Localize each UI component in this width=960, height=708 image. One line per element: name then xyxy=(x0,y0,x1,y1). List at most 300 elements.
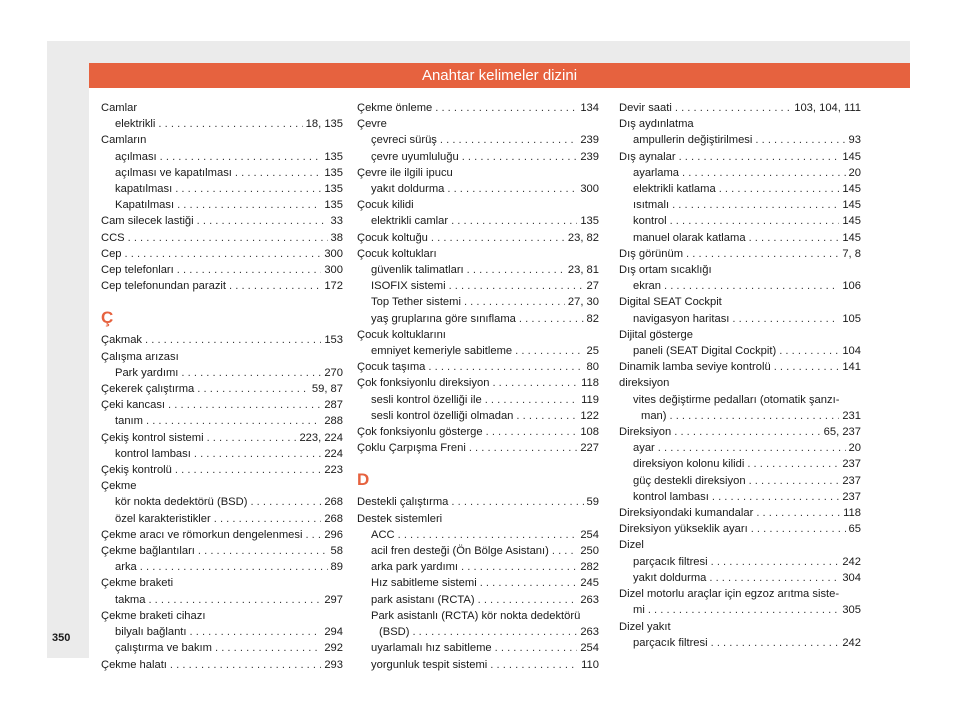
dot-leader xyxy=(146,413,321,429)
dot-leader xyxy=(492,375,578,391)
entry-term: arka park yardımı xyxy=(371,561,459,574)
dot-leader xyxy=(177,262,322,278)
entry-page-ref: 239 xyxy=(580,150,599,163)
index-entry xyxy=(619,489,861,505)
index-entry xyxy=(619,116,861,132)
entry-page-ref: 242 xyxy=(842,555,861,568)
dot-leader xyxy=(732,311,839,327)
entry-term: elektrikli xyxy=(115,118,156,131)
dot-leader xyxy=(175,181,321,197)
dot-leader xyxy=(145,332,321,348)
index-entry xyxy=(619,537,861,553)
entry-term: ayarlama xyxy=(633,166,680,179)
entry-term: Direksiyon xyxy=(619,426,672,439)
dot-leader xyxy=(480,575,578,591)
index-entry xyxy=(619,570,861,586)
entry-term: Çekme önleme xyxy=(357,102,433,114)
index-entry xyxy=(619,246,861,262)
dot-leader xyxy=(215,640,321,656)
entry-term: Top Tether sistemi xyxy=(371,296,461,309)
index-entry xyxy=(619,359,861,375)
dot-leader xyxy=(148,592,321,608)
index-entry xyxy=(101,640,343,656)
index-entry xyxy=(101,381,343,397)
entry-page-ref: 25 xyxy=(586,345,599,358)
dot-leader xyxy=(181,365,321,381)
index-entry xyxy=(619,165,861,181)
index-entry xyxy=(101,132,343,148)
entry-page-ref: 110 xyxy=(581,658,599,671)
entry-page-ref: 59, 87 xyxy=(311,383,343,396)
entry-term: Hız sabitleme sistemi xyxy=(371,577,477,590)
entry-term: çalıştırma ve bakım xyxy=(115,642,212,655)
entry-term: özel karakteristikler xyxy=(115,512,211,525)
dot-leader xyxy=(412,624,577,640)
entry-page-ref: 300 xyxy=(324,247,343,260)
entry-term: Destekli çalıştırma xyxy=(357,496,449,509)
entry-term: tanım xyxy=(115,415,143,428)
entry-term: Cam silecek lastiği xyxy=(101,215,194,228)
index-entry xyxy=(357,559,599,575)
entry-page-ref: 296 xyxy=(324,528,343,541)
entry-term: Park yardımı xyxy=(115,366,179,379)
entry-term: ampullerin değiştirilmesi xyxy=(633,134,753,147)
entry-term: Dizel xyxy=(619,539,644,552)
entry-term: Çocuk koltukları xyxy=(357,247,437,260)
entry-page-ref: 93 xyxy=(848,134,861,147)
entry-term: Çekme halatı xyxy=(101,658,167,671)
entry-page-ref: 134 xyxy=(580,102,599,114)
dot-leader xyxy=(675,100,791,116)
index-entry xyxy=(357,543,599,559)
dot-leader xyxy=(464,294,565,310)
entry-page-ref: 27 xyxy=(586,280,599,293)
entry-page-ref: 65, 237 xyxy=(823,426,861,439)
entry-page-ref: 292 xyxy=(324,642,343,655)
dot-leader xyxy=(670,213,840,229)
entry-page-ref: 33 xyxy=(330,215,343,228)
entry-term: Dış aynalar xyxy=(619,150,676,163)
index-entry xyxy=(357,375,599,391)
index-entry xyxy=(619,473,861,489)
entry-term: ISOFIX sistemi xyxy=(371,280,446,293)
entry-page-ref: 297 xyxy=(324,593,343,606)
index-column-3 xyxy=(619,100,861,651)
index-entry xyxy=(619,521,861,537)
dot-leader xyxy=(552,543,577,559)
index-entry xyxy=(619,586,861,602)
entry-term: Digital SEAT Cockpit xyxy=(619,296,722,309)
entry-page-ref: 38 xyxy=(330,231,343,244)
entry-page-ref: 89 xyxy=(330,561,343,574)
index-entry xyxy=(357,657,599,673)
index-entry xyxy=(101,511,343,527)
index-entry xyxy=(101,527,343,543)
index-entry xyxy=(101,116,343,132)
dot-leader xyxy=(516,408,577,424)
entry-term: sesli kontrol özelliği ile xyxy=(371,393,482,406)
entry-term: navigasyon haritası xyxy=(633,312,730,325)
index-entry xyxy=(619,132,861,148)
index-entry xyxy=(357,132,599,148)
entry-term: Çocuk kilidi xyxy=(357,199,414,212)
dot-leader xyxy=(515,343,583,359)
entry-page-ref: 237 xyxy=(842,490,861,503)
index-entry xyxy=(357,624,599,640)
entry-term: kontrol lambası xyxy=(633,490,709,503)
dot-leader xyxy=(435,100,577,116)
entry-page-ref: 242 xyxy=(842,636,861,649)
entry-page-ref: 268 xyxy=(324,512,343,525)
dot-leader xyxy=(177,197,321,213)
entry-term: güç destekli direksiyon xyxy=(633,474,746,487)
entry-term: ısıtmalı xyxy=(633,199,670,212)
entry-term: Çekme braketi cihazı xyxy=(101,609,206,622)
dot-leader xyxy=(674,424,820,440)
index-entry xyxy=(101,230,343,246)
entry-page-ref: 18, 135 xyxy=(305,118,343,131)
dot-leader xyxy=(451,494,583,510)
dot-leader xyxy=(207,430,297,446)
index-entry xyxy=(357,181,599,197)
dot-leader xyxy=(197,381,309,397)
entry-term: güvenlik talimatları xyxy=(371,264,464,277)
index-entry xyxy=(101,149,343,165)
index-entry xyxy=(101,478,343,494)
entry-term: elektrikli katlama xyxy=(633,183,716,196)
index-entry xyxy=(619,213,861,229)
entry-page-ref: 227 xyxy=(580,442,599,455)
dot-leader xyxy=(712,489,839,505)
entry-term: Çekiş kontrol sistemi xyxy=(101,431,204,444)
entry-term: Camların xyxy=(101,134,147,147)
entry-page-ref: 224 xyxy=(324,447,343,460)
dot-leader xyxy=(749,230,840,246)
dot-leader xyxy=(140,559,328,575)
entry-term: Çakmak xyxy=(101,334,143,347)
entry-term: Dış görünüm xyxy=(619,247,684,260)
index-entry xyxy=(101,559,343,575)
index-entry xyxy=(357,359,599,375)
index-entry xyxy=(619,327,861,343)
entry-page-ref: 263 xyxy=(580,593,599,606)
entry-page-ref: 282 xyxy=(580,561,599,574)
entry-term: yaş gruplarına göre sınıflama xyxy=(371,312,516,325)
entry-page-ref: 23, 81 xyxy=(567,264,599,277)
dot-leader xyxy=(229,278,321,294)
index-entry xyxy=(101,624,343,640)
index-entry xyxy=(101,197,343,213)
entry-term: yorgunluk tespit sistemi xyxy=(371,658,488,671)
entry-term: Çoklu Çarpışma Freni xyxy=(357,442,466,455)
entry-term: Dış ortam sıcaklığı xyxy=(619,264,712,277)
entry-term: yakıt doldurma xyxy=(633,571,707,584)
entry-term: ACC xyxy=(371,528,395,541)
index-entry xyxy=(619,100,861,116)
dot-leader xyxy=(158,116,302,132)
entry-term: Cep telefonları xyxy=(101,264,174,277)
entry-term: Devir saati xyxy=(619,102,672,114)
entry-page-ref: 23, 82 xyxy=(567,231,599,244)
entry-page-ref: 223, 224 xyxy=(299,431,343,444)
entry-page-ref: 135 xyxy=(324,166,343,179)
entry-term: parçacık filtresi xyxy=(633,636,708,649)
dot-leader xyxy=(682,165,846,181)
entry-page-ref: 153 xyxy=(324,334,343,347)
entry-page-ref: 300 xyxy=(580,183,599,196)
dot-leader xyxy=(749,473,840,489)
entry-term: acil fren desteği (Ön Bölge Asistanı) xyxy=(371,545,549,558)
entry-page-ref: 288 xyxy=(324,415,343,428)
dot-leader xyxy=(198,543,328,559)
index-header: Anahtar kelimeler dizini xyxy=(89,63,910,88)
entry-page-ref: 135 xyxy=(324,150,343,163)
index-entry xyxy=(357,527,599,543)
dot-leader xyxy=(168,397,321,413)
index-entry xyxy=(619,554,861,570)
entry-term: yakıt doldurma xyxy=(371,183,445,196)
entry-term: paneli (SEAT Digital Cockpit) xyxy=(633,345,777,358)
entry-page-ref: 305 xyxy=(842,604,861,617)
entry-page-ref: 80 xyxy=(586,361,599,374)
dot-leader xyxy=(719,181,840,197)
section-letter: D xyxy=(357,470,370,490)
entry-term: Cep xyxy=(101,247,122,260)
dot-leader xyxy=(125,246,322,262)
index-entry xyxy=(619,197,861,213)
index-column-1 xyxy=(101,100,343,673)
dot-leader xyxy=(194,446,321,462)
index-entry xyxy=(619,424,861,440)
index-entry xyxy=(619,635,861,651)
dot-leader xyxy=(648,602,840,618)
dot-leader xyxy=(451,213,577,229)
dot-leader xyxy=(709,570,839,586)
entry-term: mi xyxy=(633,604,645,617)
entry-page-ref: 20 xyxy=(848,442,861,455)
dot-leader xyxy=(190,624,322,640)
index-entry xyxy=(619,456,861,472)
entry-term: Destek sistemleri xyxy=(357,512,443,525)
entry-term: kontrol xyxy=(633,215,667,228)
entry-term: takma xyxy=(115,593,146,606)
index-entry xyxy=(101,397,343,413)
entry-term: Çekiş kontrolü xyxy=(101,464,172,477)
dot-leader xyxy=(431,230,565,246)
page-number: 350 xyxy=(52,632,71,644)
entry-term: kapatılması xyxy=(115,183,173,196)
entry-page-ref: 145 xyxy=(842,199,861,212)
entry-page-ref: 145 xyxy=(842,231,861,244)
dot-leader xyxy=(711,554,840,570)
entry-term: (BSD) xyxy=(379,626,410,639)
entry-page-ref: 118 xyxy=(581,377,599,390)
entry-page-ref: 293 xyxy=(324,658,343,671)
entry-page-ref: 250 xyxy=(580,545,599,558)
entry-term: Çocuk koltuğu xyxy=(357,231,428,244)
index-column-2 xyxy=(357,100,599,673)
entry-term: Çevre ile ilgili ipucu xyxy=(357,166,453,179)
entry-term: elektrikli camlar xyxy=(371,215,449,228)
dot-leader xyxy=(447,181,577,197)
dot-leader xyxy=(490,657,578,673)
entry-term: Çevre xyxy=(357,118,387,131)
index-entry xyxy=(619,294,861,310)
index-entry xyxy=(619,505,861,521)
entry-term: Dizel motorlu araçlar için egzoz arıtma siste- xyxy=(619,588,840,601)
index-entry xyxy=(619,149,861,165)
entry-page-ref: 65 xyxy=(848,523,861,536)
entry-term: kör nokta dedektörü (BSD) xyxy=(115,496,248,509)
entry-term: Park asistanlı (RCTA) kör nokta dedektörü xyxy=(371,609,581,622)
entry-page-ref: 135 xyxy=(324,183,343,196)
index-entry xyxy=(101,413,343,429)
index-entry xyxy=(101,365,343,381)
index-entry xyxy=(357,575,599,591)
dot-leader xyxy=(755,132,845,148)
index-entry xyxy=(101,100,343,116)
entry-term: Camlar xyxy=(101,102,138,114)
index-entry xyxy=(357,116,599,132)
index-entry xyxy=(357,278,599,294)
entry-page-ref: 20 xyxy=(848,166,861,179)
entry-term: açılması ve kapatılması xyxy=(115,166,232,179)
index-entry xyxy=(357,165,599,181)
index-entry xyxy=(101,213,343,229)
dot-leader xyxy=(478,592,578,608)
index-entry xyxy=(357,511,599,527)
index-entry xyxy=(357,311,599,327)
entry-term: Çekerek çalıştırma xyxy=(101,383,195,396)
entry-page-ref: 172 xyxy=(324,280,343,293)
entry-page-ref: 145 xyxy=(842,215,861,228)
entry-page-ref: 239 xyxy=(580,134,599,147)
dot-leader xyxy=(658,440,846,456)
index-entry xyxy=(101,332,343,348)
index-entry xyxy=(101,462,343,478)
dot-leader xyxy=(467,262,565,278)
entry-page-ref: 7, 8 xyxy=(842,247,861,260)
dot-leader xyxy=(747,456,839,472)
entry-term: Çok fonksiyonlu direksiyon xyxy=(357,377,490,390)
dot-leader xyxy=(160,149,322,165)
entry-term: Direksiyondaki kumandalar xyxy=(619,507,754,520)
entry-term: ekran xyxy=(633,280,661,293)
entry-page-ref: 106 xyxy=(842,280,861,293)
dot-leader xyxy=(235,165,321,181)
entry-term: çevre uyumluluğu xyxy=(371,150,459,163)
index-entry xyxy=(619,311,861,327)
index-entry xyxy=(101,592,343,608)
dot-leader xyxy=(519,311,584,327)
index-entry xyxy=(101,575,343,591)
entry-page-ref: 237 xyxy=(842,458,861,471)
index-entry xyxy=(619,440,861,456)
entry-term: man) xyxy=(641,409,667,422)
entry-term: Çekme xyxy=(101,480,137,493)
dot-leader xyxy=(214,511,322,527)
entry-term: sesli kontrol özelliği olmadan xyxy=(371,409,514,422)
dot-leader xyxy=(679,149,840,165)
dot-leader xyxy=(670,408,840,424)
entry-term: parçacık filtresi xyxy=(633,555,708,568)
entry-page-ref: 304 xyxy=(842,571,861,584)
dot-leader xyxy=(428,359,583,375)
dot-leader xyxy=(486,424,578,440)
entry-page-ref: 145 xyxy=(842,183,861,196)
index-entry xyxy=(357,246,599,262)
section-letter: Ç xyxy=(101,308,114,328)
entry-page-ref: 104 xyxy=(842,345,861,358)
entry-page-ref: 27, 30 xyxy=(567,296,599,309)
index-entry xyxy=(101,349,343,365)
entry-page-ref: 245 xyxy=(580,577,599,590)
entry-term: park asistanı (RCTA) xyxy=(371,593,475,606)
dot-leader xyxy=(672,197,839,213)
dot-leader xyxy=(485,392,578,408)
index-entry xyxy=(357,343,599,359)
index-entry xyxy=(101,165,343,181)
entry-term: Dış aydınlatma xyxy=(619,118,694,131)
dot-leader xyxy=(250,494,321,510)
index-entry xyxy=(101,262,343,278)
dot-leader xyxy=(128,230,328,246)
index-entry xyxy=(101,430,343,446)
entry-page-ref: 237 xyxy=(842,474,861,487)
index-entry xyxy=(357,100,599,116)
entry-page-ref: 105 xyxy=(842,312,861,325)
index-entry xyxy=(357,494,599,510)
dot-leader xyxy=(175,462,321,478)
index-entry xyxy=(101,543,343,559)
dot-leader xyxy=(774,359,840,375)
index-entry xyxy=(619,230,861,246)
dot-leader xyxy=(664,278,839,294)
entry-page-ref: 300 xyxy=(324,264,343,277)
index-entry xyxy=(357,213,599,229)
index-entry xyxy=(357,197,599,213)
index-entry xyxy=(619,619,861,635)
entry-page-ref: 294 xyxy=(324,626,343,639)
entry-page-ref: 135 xyxy=(324,199,343,212)
entry-term: bilyalı bağlantı xyxy=(115,626,187,639)
entry-term: Dizel yakıt xyxy=(619,620,671,633)
index-entry xyxy=(101,181,343,197)
entry-term: çevreci sürüş xyxy=(371,134,437,147)
entry-page-ref: 287 xyxy=(324,399,343,412)
index-entry xyxy=(357,262,599,278)
index-entry xyxy=(357,424,599,440)
entry-term: CCS xyxy=(101,231,125,244)
entry-term: direksiyon kolonu kilidi xyxy=(633,458,745,471)
index-entry xyxy=(619,408,861,424)
entry-page-ref: 223 xyxy=(324,464,343,477)
dot-leader xyxy=(305,527,321,543)
entry-term: Çok fonksiyonlu gösterge xyxy=(357,426,483,439)
entry-page-ref: 231 xyxy=(842,409,861,422)
entry-page-ref: 263 xyxy=(580,626,599,639)
dot-leader xyxy=(779,343,839,359)
entry-term: açılması xyxy=(115,150,157,163)
entry-term: manuel olarak katlama xyxy=(633,231,746,244)
dot-leader xyxy=(495,640,578,656)
entry-term: uyarlamalı hız sabitleme xyxy=(371,642,492,655)
entry-page-ref: 135 xyxy=(580,215,599,228)
index-entry xyxy=(357,294,599,310)
dot-leader xyxy=(398,527,578,543)
index-entry xyxy=(101,446,343,462)
index-entry xyxy=(357,440,599,456)
